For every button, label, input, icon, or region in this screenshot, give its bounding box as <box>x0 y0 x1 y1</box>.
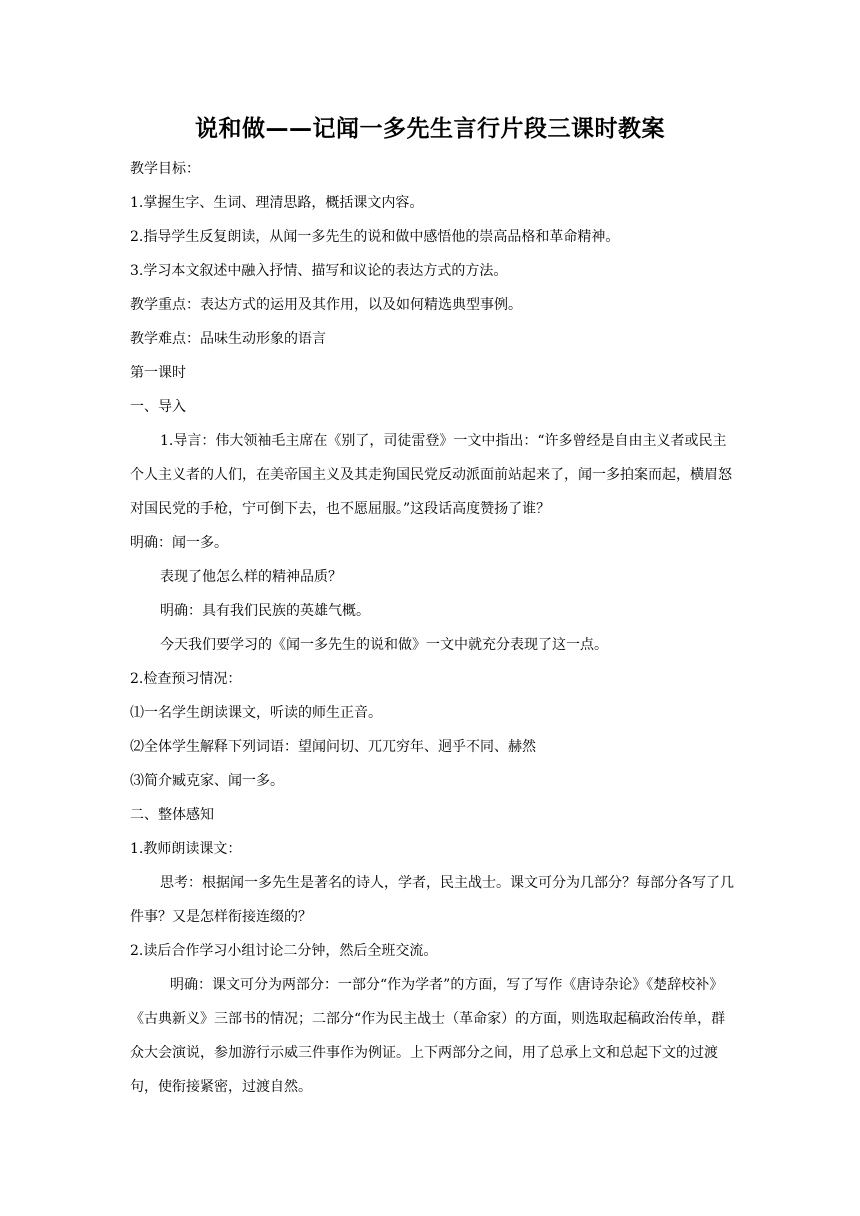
paragraph-group-discussion: 2.读后合作学习小组讨论二分钟，然后全班交流。 <box>130 943 438 959</box>
paragraph-preview-item-1: ⑴一名学生朗读课文，听读的师生正音。 <box>130 705 382 721</box>
paragraph-goal-3: 3.学习本文叙述中融入抒情、描写和议论的表达方式的方法。 <box>130 263 508 279</box>
document-body <box>130 152 736 1104</box>
paragraph-question-2: 表现了他怎么样的精神品质？ <box>160 569 342 585</box>
paragraph-goal-1: 1.掌握生字、生词、理清思路，概括课文内容。 <box>130 195 424 211</box>
paragraph-intro-quote: 1.导言：伟大领袖毛主席在《别了，司徒雷登》一文中指出：“许多曾经是自由主义者或民主个人主义者的人们，在美帝国主义及其走狗国民党反动派面前站起来了，闻一多拍案而起，横眉怒对国民党的手枪，宁可倒下去，也不愿屈服。”这段话高度赞扬了谁？ <box>130 433 732 517</box>
paragraph-preview-item-3: ⑶简介臧克家、闻一多。 <box>130 773 284 789</box>
paragraph-lesson-one: 第一课时 <box>130 365 186 381</box>
paragraph-section-intro: 一、导入 <box>130 399 186 415</box>
paragraph-answer-1: 明确：闻一多。 <box>130 535 228 551</box>
paragraph-today: 今天我们要学习的《闻一多先生的说和做》一文中就充分表现了这一点。 <box>160 637 608 653</box>
paragraph-clarify-structure: 明确：课文可分为两部分：一部分“作为学者”的方面，写了写作《唐诗杂论》《楚辞校补》《古典新义》三部书的情况；二部分“作为民主战士（革命家）的方面，则选取起稿政治传单，群众大会演说，参加游行示威三件事作为例证。上下两部分之间，用了总承上文和总起下文的过渡句，使衔接紧密，过渡自然。 <box>130 977 726 1095</box>
document-title: 说和做——记闻一多先生言行片段三课时教案 <box>195 116 665 142</box>
paragraph-think: 思考：根据闻一多先生是著名的诗人，学者，民主战士。课文可分为几部分？每部分各写了几件事？又是怎样衔接连缀的？ <box>130 875 734 925</box>
paragraph-goal-2: 2.指导学生反复朗读，从闻一多先生的说和做中感悟他的崇高品格和革命精神。 <box>130 229 620 245</box>
paragraph-preview-check: 2.检查预习情况： <box>130 671 242 687</box>
paragraph-key-points: 教学重点：表达方式的运用及其作用，以及如何精选典型事例。 <box>130 297 522 313</box>
paragraph-section-overall: 二、整体感知 <box>130 807 214 823</box>
paragraph-answer-2: 明确：具有我们民族的英雄气概。 <box>160 603 370 619</box>
paragraph-teacher-reading: 1.教师朗读课文： <box>130 841 242 857</box>
paragraph-teaching-goals-heading: 教学目标： <box>130 161 200 177</box>
paragraph-difficulties: 教学难点：品味生动形象的语言 <box>130 331 326 347</box>
paragraph-preview-item-2: ⑵全体学生解释下列词语：望闻问切、兀兀穷年、迥乎不同、赫然 <box>130 739 536 755</box>
